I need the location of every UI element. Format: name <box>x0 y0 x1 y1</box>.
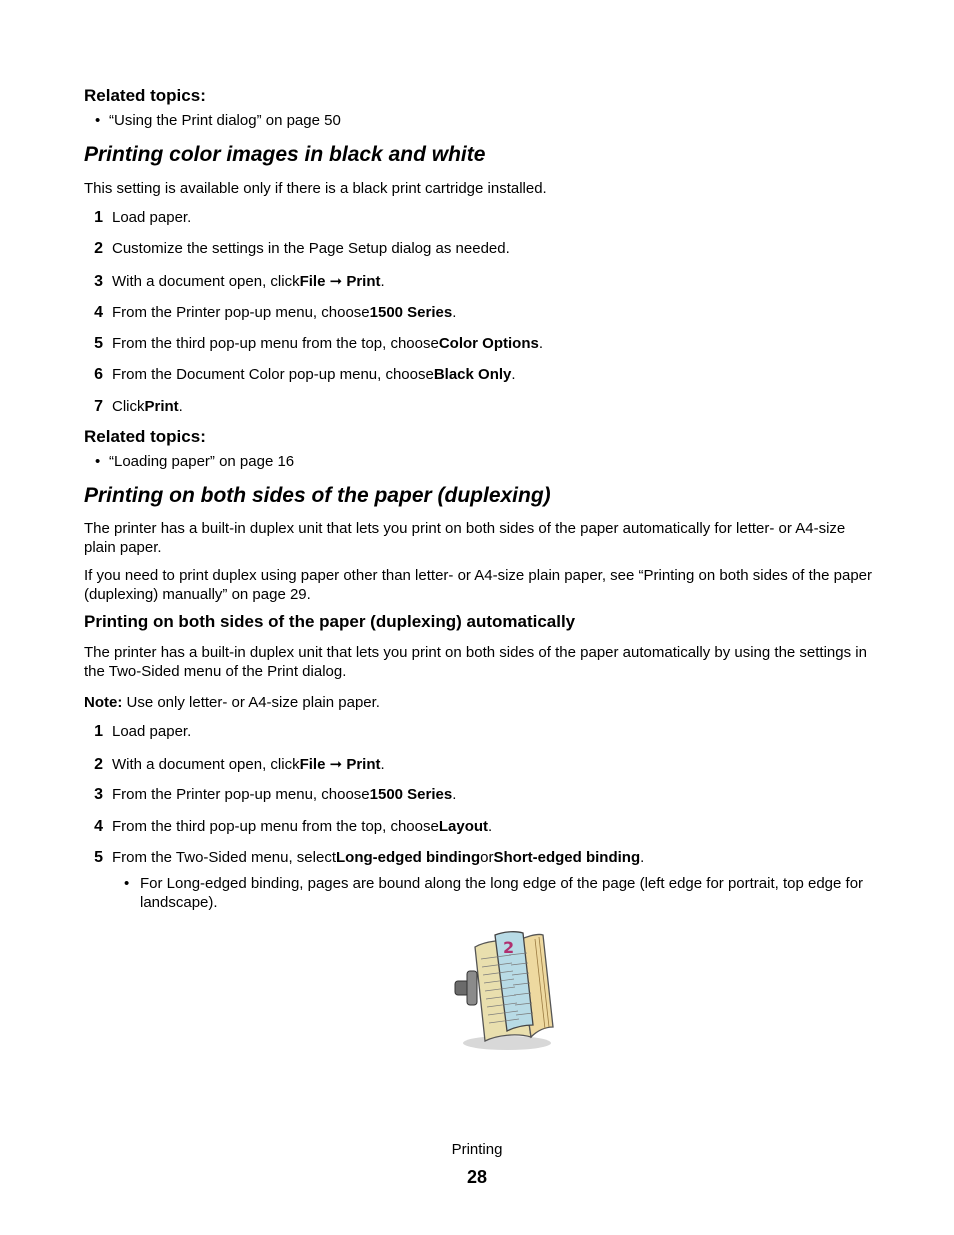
step-bold-text: Print <box>144 398 179 415</box>
bullet-icon: • <box>95 453 101 470</box>
step-number: 4 <box>94 818 103 835</box>
step-text: . <box>538 335 544 352</box>
step-number: 6 <box>94 366 103 383</box>
step-item <box>84 786 456 804</box>
step-item <box>84 755 385 774</box>
step-item <box>84 209 191 227</box>
step-bold-text: Short-edged binding <box>493 849 641 866</box>
intro-paragraph: This setting is available only if there is a black print cartridge installed. <box>84 180 547 197</box>
step-item <box>84 366 516 384</box>
related-topics-heading: Related topics: <box>84 427 206 446</box>
step-number: 2 <box>94 240 103 257</box>
related-topics-heading: Related topics: <box>84 86 206 105</box>
step-item <box>84 818 492 836</box>
step-text: Load paper. <box>112 723 192 740</box>
step-bold-text: 1500 Series <box>369 786 453 803</box>
paragraph: The printer has a built-in duplex unit that lets you print on both sides of the paper automatically by using the settings in the Two-Sided menu of the Print dialog. <box>84 644 867 680</box>
step-text: With a document open, click <box>112 273 300 290</box>
paragraph: The printer has a built-in duplex unit that lets you print on both sides of the paper automatically for letter- or A4-size plain paper. <box>84 520 846 556</box>
related-topic-item <box>84 112 341 129</box>
step-text: From the third pop-up menu from the top, choose <box>112 335 439 352</box>
step-number: 5 <box>94 849 103 866</box>
related-topic-link[interactable]: “Loading paper” on page 16 <box>109 453 295 470</box>
step-text: . <box>380 273 385 290</box>
book-icon <box>445 925 565 1055</box>
step-number: 4 <box>94 304 103 321</box>
note-text: Use only letter- or A4-size plain paper. <box>122 694 380 711</box>
step-text: or <box>480 849 494 866</box>
bullet-icon: • <box>95 112 101 129</box>
section-title: Printing color images in black and white <box>84 143 486 166</box>
footer-section-label: Printing <box>451 1141 503 1158</box>
sub-bullet-text: For Long-edged binding, pages are bound along the long edge of the page (left edge for portrait, top edge for landscape). <box>140 875 864 911</box>
step-text: From the third pop-up menu from the top, choose <box>112 818 439 835</box>
step-text: Customize the settings in the Page Setup dialog as needed. <box>112 240 510 257</box>
step-text: . <box>452 786 457 803</box>
related-topic-link[interactable]: “Using the Print dialog” on page 50 <box>109 112 341 129</box>
step-text: Click <box>112 398 145 415</box>
step-number: 1 <box>94 209 103 226</box>
step-bold-text: Layout <box>438 818 489 835</box>
step-text: From the Two-Sided menu, select <box>112 849 336 866</box>
paragraph: If you need to print duplex using paper other than letter- or A4-size plain paper, see “Printing on both sides of the paper (duplexing) manually” on page 29. <box>84 567 872 603</box>
step-bold-text: 1500 Series <box>369 304 453 321</box>
step-text: . <box>380 756 385 773</box>
step-number: 1 <box>94 723 103 740</box>
step-item <box>84 398 183 416</box>
note <box>84 693 874 712</box>
step-text: . <box>452 304 457 321</box>
step-item <box>84 723 191 741</box>
step-text: From the Printer pop-up menu, choose <box>112 304 370 321</box>
subsection-title: Printing on both sides of the paper (duplexing) automatically <box>84 612 576 631</box>
step-text: . <box>488 818 493 835</box>
page-number-label: 2 <box>503 938 515 957</box>
step-number: 3 <box>94 273 103 290</box>
step-number: 5 <box>94 335 103 352</box>
step-item <box>84 240 510 258</box>
note-label: Note: <box>84 694 123 711</box>
long-edge-binding-illustration <box>445 925 565 1060</box>
step-text: With a document open, click <box>112 756 300 773</box>
step-bold-text: Long-edged binding <box>336 849 481 866</box>
footer-page-number: 28 <box>466 1167 488 1187</box>
step-item <box>84 849 644 867</box>
step-bold-text: Color Options <box>438 335 539 352</box>
step-item <box>84 272 385 291</box>
step-bold-text: File ➞ Print <box>299 756 381 773</box>
step-text: . <box>178 398 183 415</box>
step-item <box>84 335 543 353</box>
step-text: . <box>640 849 645 866</box>
step-text: Load paper. <box>112 209 192 226</box>
step-bold-text: Black Only <box>433 366 512 383</box>
step-item <box>84 304 456 322</box>
step-number: 2 <box>94 756 103 773</box>
step-text: . <box>511 366 516 383</box>
step-text: From the Document Color pop-up menu, choose <box>112 366 434 383</box>
bullet-icon: • <box>124 875 130 892</box>
related-topic-item <box>84 453 294 470</box>
step-text: From the Printer pop-up menu, choose <box>112 786 370 803</box>
step-number: 3 <box>94 786 103 803</box>
section-title: Printing on both sides of the paper (duplexing) <box>84 484 551 507</box>
step-bold-text: File ➞ Print <box>299 273 381 290</box>
sub-bullet-item <box>84 874 874 912</box>
step-number: 7 <box>94 398 103 415</box>
